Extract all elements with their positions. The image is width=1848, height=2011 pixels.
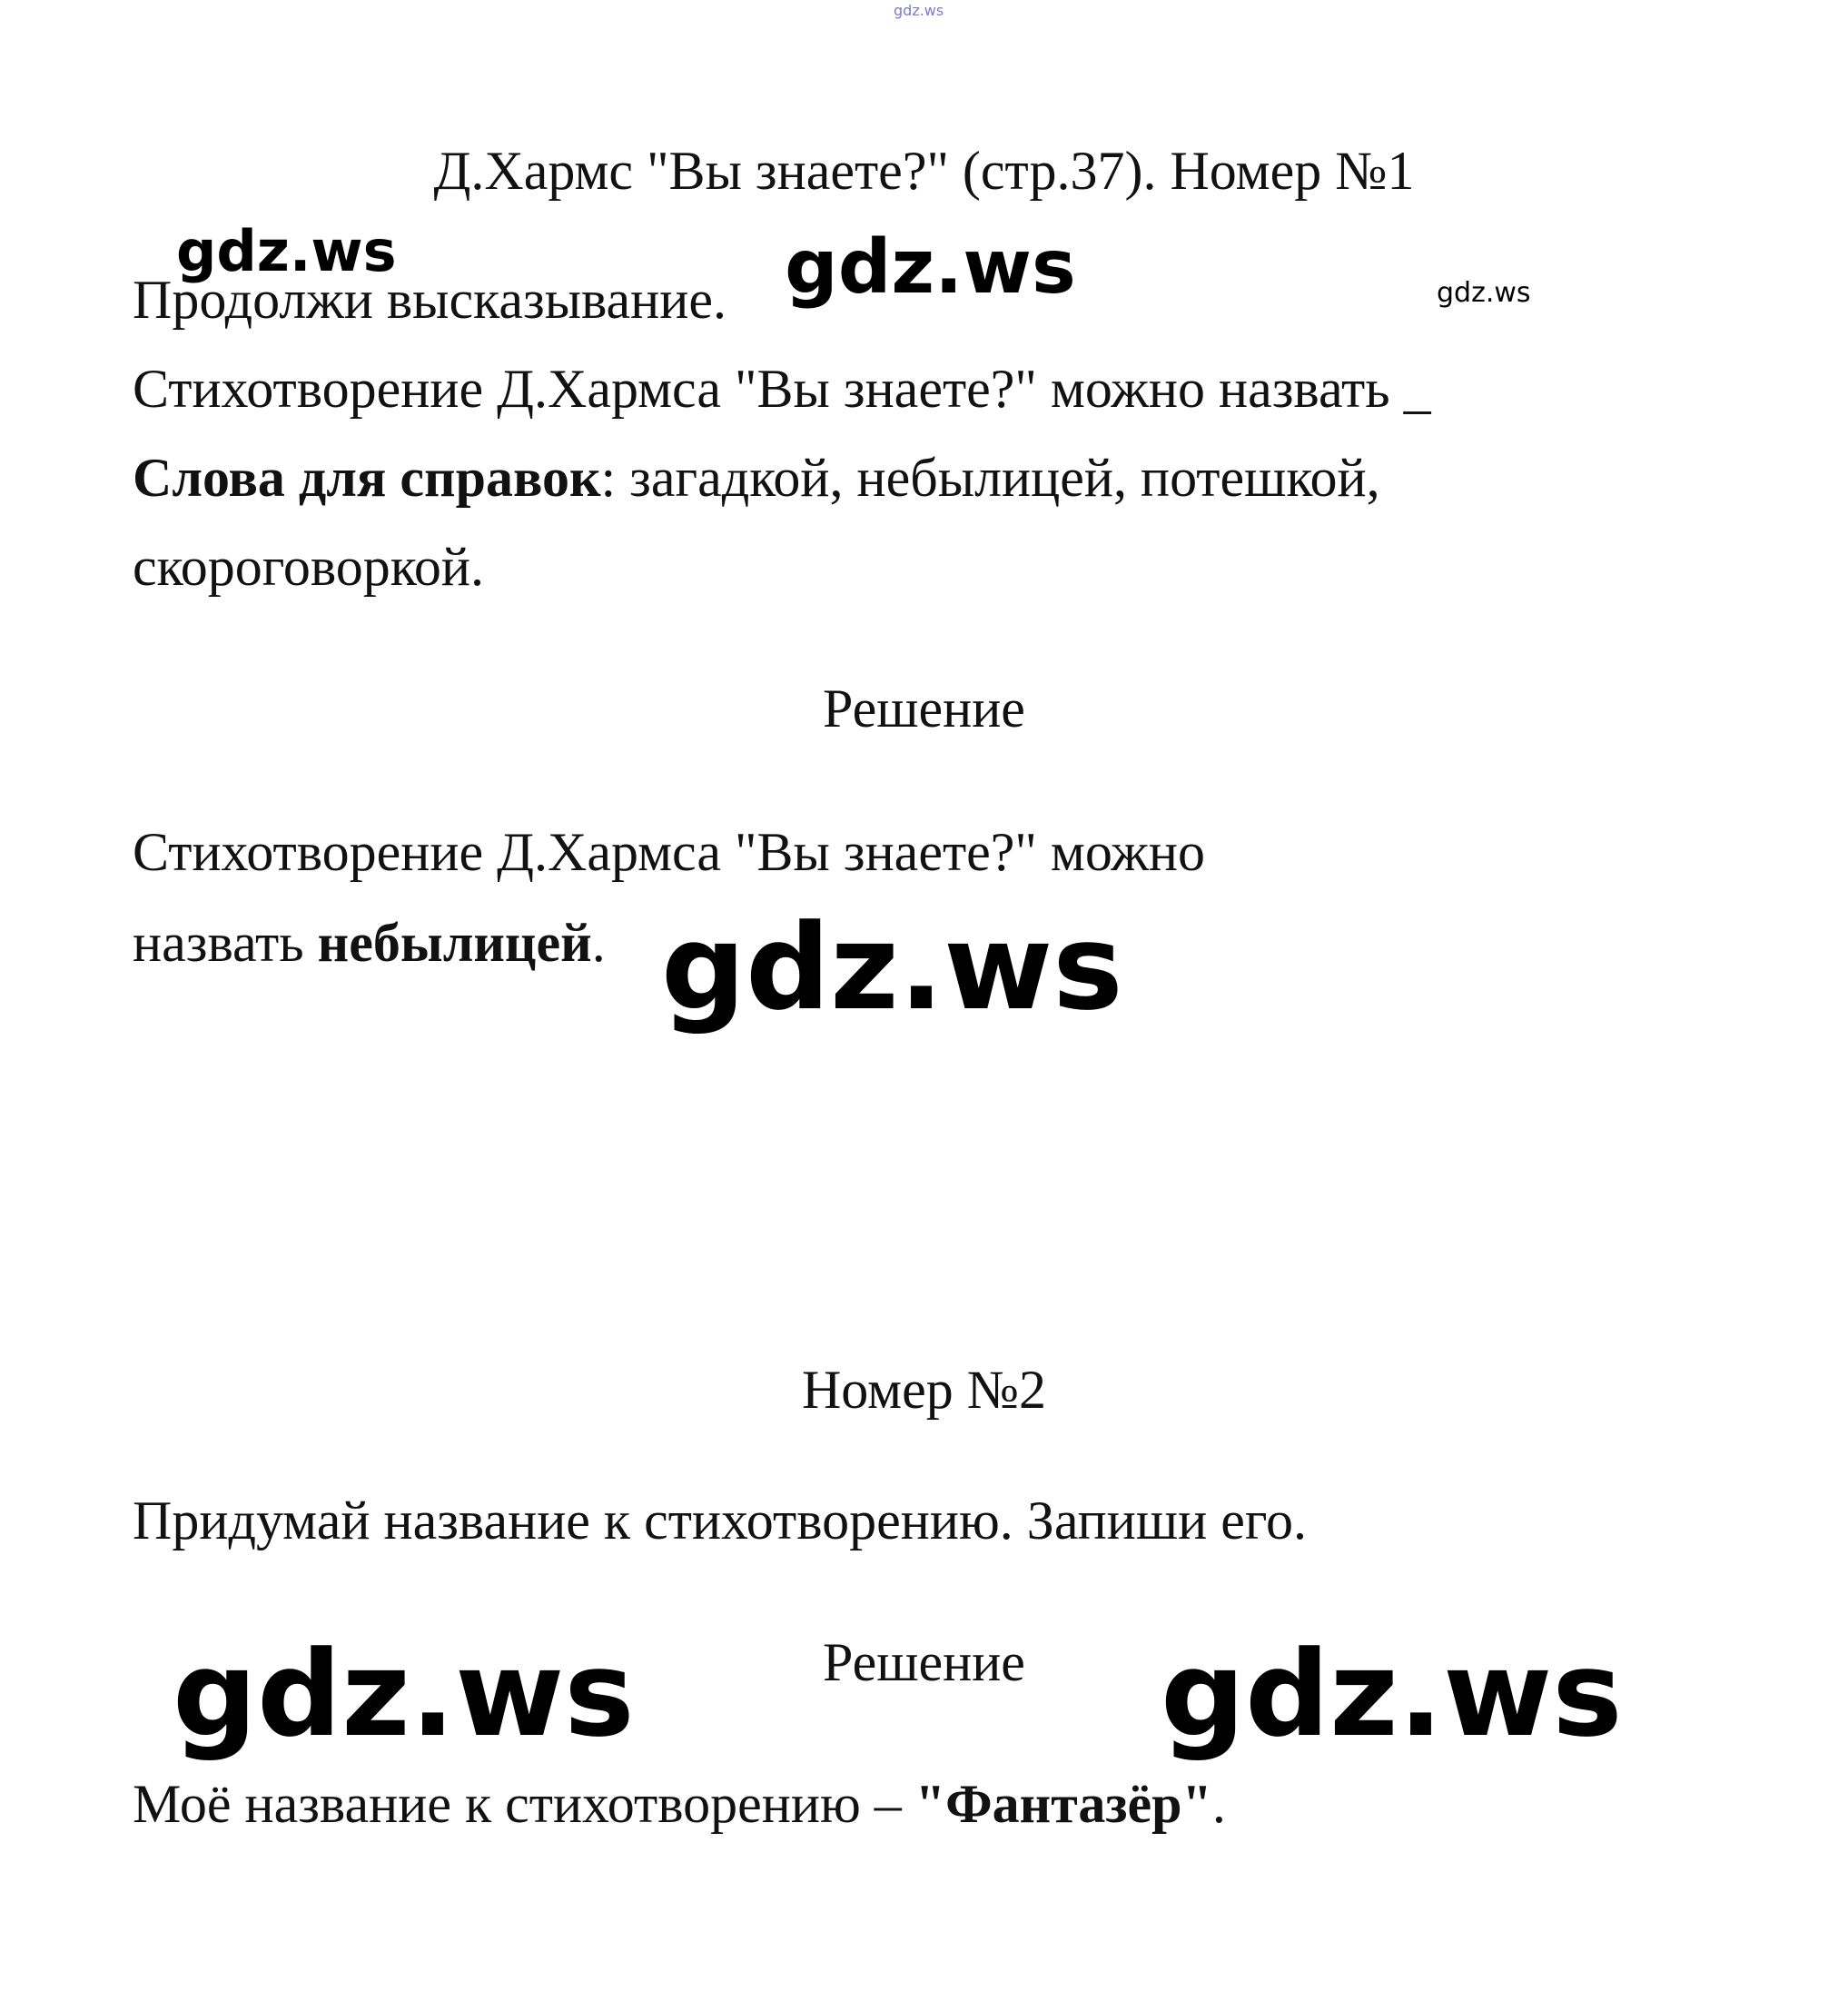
watermark-1: gdz.ws	[176, 218, 397, 284]
solution1-heading: Решение	[823, 679, 1025, 738]
task1-instruction: Продолжи высказывание.	[133, 270, 727, 330]
hint-label: Слова для справок	[133, 448, 601, 508]
page-title: Д.Хармс "Вы знаете?" (стр.37). Номер №1	[433, 141, 1415, 201]
solution1-line2	[133, 913, 606, 973]
solution2-line	[133, 1774, 1226, 1834]
solution1-suffix: .	[591, 913, 606, 973]
task1-hint-cont: скороговоркой.	[133, 537, 484, 597]
watermark-3: gdz.ws	[1437, 277, 1531, 309]
solution1-line1: Стихотворение Д.Хармса "Вы знаете?" можно	[133, 822, 1205, 882]
solution2-answer: "Фантазёр"	[914, 1774, 1212, 1834]
solution1-answer: небылицей	[317, 913, 592, 973]
hint-words: : загадкой, небылицей, потешкой,	[600, 448, 1380, 508]
solution1-prefix: назвать	[133, 913, 318, 973]
task2-instruction: Придумай название к стихотворению. Запиши его.	[133, 1491, 1307, 1550]
watermark-4: gdz.ws	[661, 898, 1123, 1036]
task2-heading: Номер №2	[801, 1360, 1047, 1420]
watermark-5: gdz.ws	[173, 1625, 635, 1763]
solution2-prefix: Моё название к стихотворению –	[133, 1774, 915, 1834]
watermark-6: gdz.ws	[1161, 1625, 1623, 1763]
solution2-suffix: .	[1211, 1774, 1226, 1834]
watermark-2: gdz.ws	[785, 224, 1076, 311]
solution2-heading: Решение	[823, 1632, 1025, 1692]
watermark-top: gdz.ws	[894, 2, 944, 19]
task1-hint	[133, 448, 1380, 508]
task1-prompt: Стихотворение Д.Хармса "Вы знаете?" можно назвать _	[133, 359, 1431, 419]
